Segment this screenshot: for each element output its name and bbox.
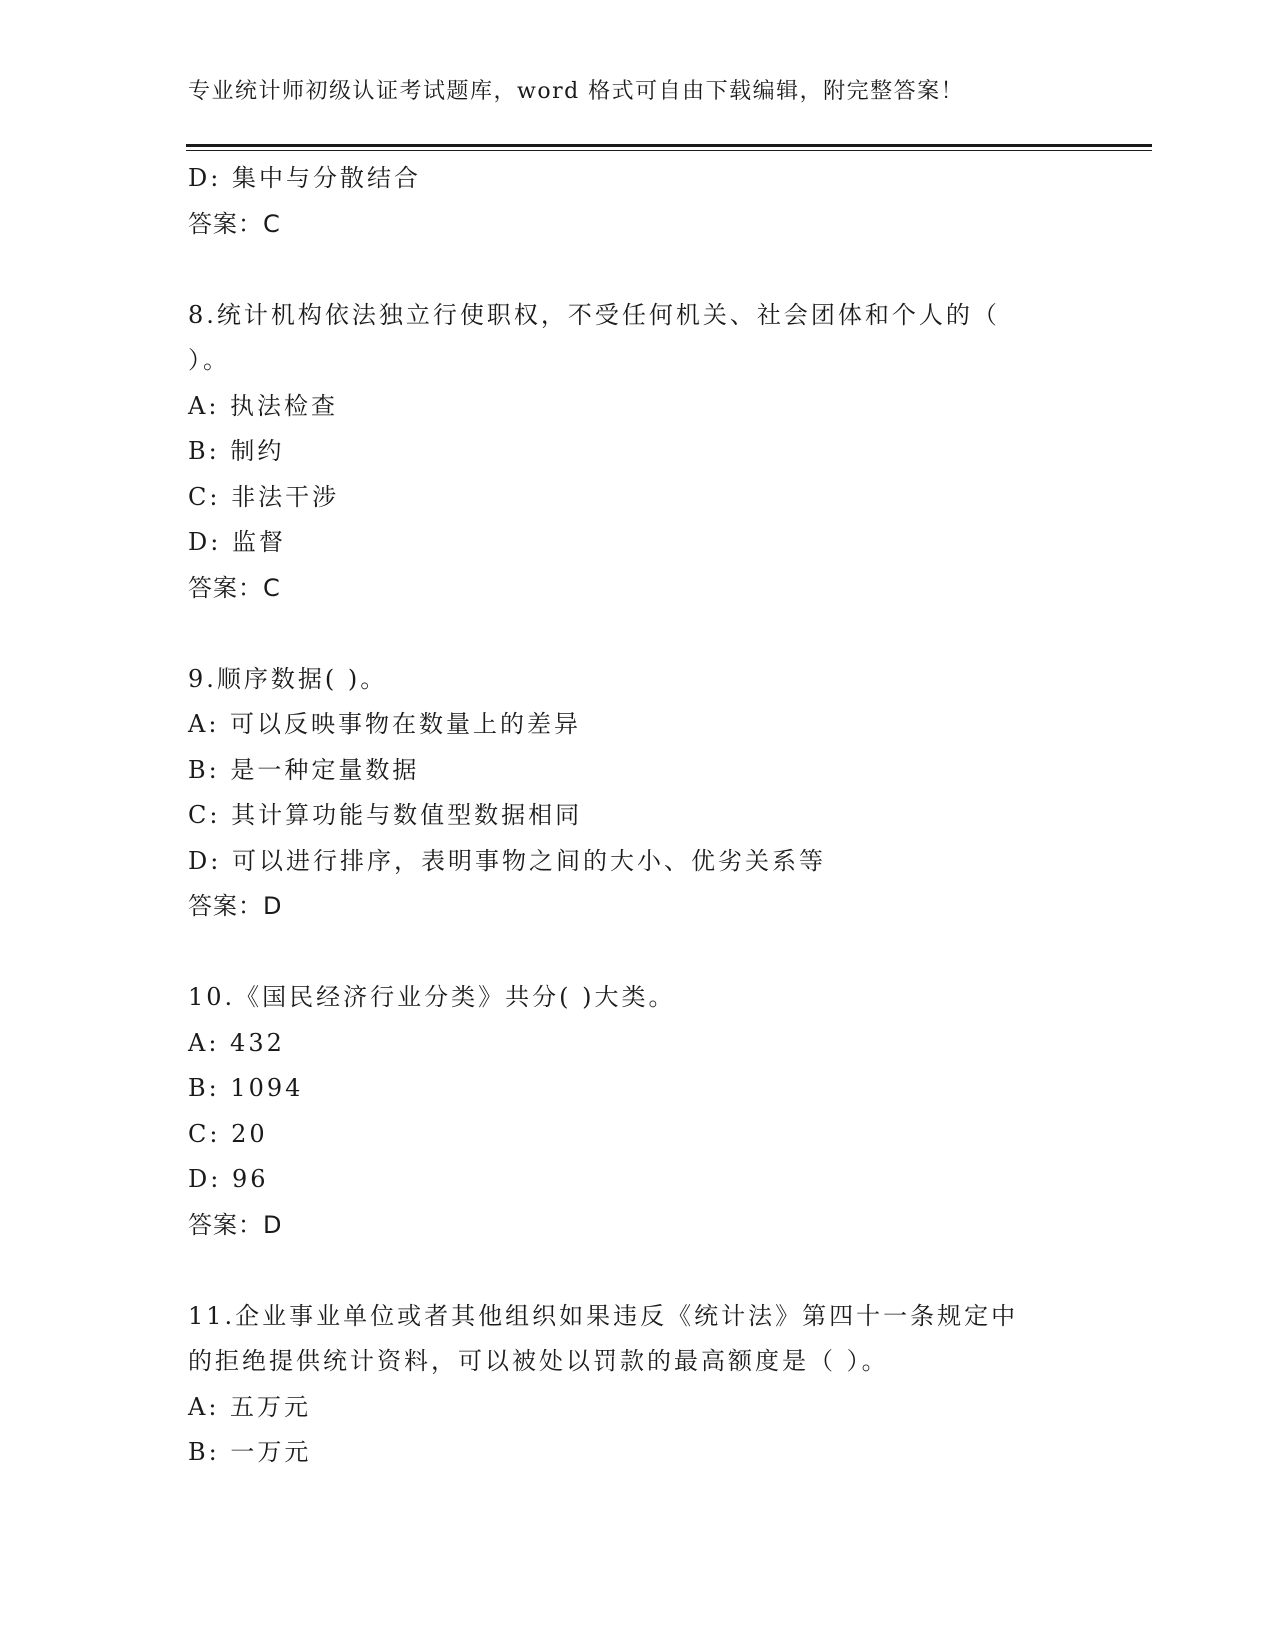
question-9 [188, 657, 1088, 930]
question-11-stem-line1: 11.企业事业单位或者其他组织如果违反《统计法》第四十一条规定中 [188, 1301, 1019, 1330]
question-9-option-a: A: 可以反映事物在数量上的差异 [188, 710, 582, 738]
header-rule-thin [186, 150, 1152, 151]
question-10-option-a: A: 432 [188, 1028, 285, 1057]
question-10-stem: 10.《国民经济行业分类》共分( )大类。 [188, 983, 676, 1011]
question-11 [188, 1294, 1088, 1476]
spacer [188, 611, 1088, 657]
question-8-option-a: A: 执法检查 [188, 391, 339, 420]
question-11-stem-line2: 的拒绝提供统计资料，可以被处以罚款的最高额度是（ ）。 [188, 1347, 889, 1375]
question-8-option-b: B: 制约 [188, 437, 285, 465]
question-11-option-b: B: 一万元 [188, 1438, 312, 1466]
question-8-stem-line2: ）。 [188, 346, 230, 374]
header-rule-thick [186, 144, 1152, 147]
prev-option-d: D: 集中与分散结合 [188, 164, 421, 192]
question-9-option-b: B: 是一种定量数据 [188, 755, 420, 784]
question-10 [188, 975, 1088, 1248]
question-9-answer: 答案：D [188, 892, 283, 920]
question-8-option-c: C: 非法干涉 [188, 482, 340, 511]
question-8 [188, 293, 1088, 612]
question-10-option-d: D: 96 [188, 1165, 269, 1193]
question-8-answer: 答案：C [188, 573, 281, 602]
question-8-option-d: D: 监督 [188, 528, 286, 556]
question-list [188, 156, 1088, 1476]
question-10-option-c: C: 20 [188, 1119, 268, 1148]
question-9-option-c: C: 其计算功能与数值型数据相同 [188, 801, 583, 829]
question-9-stem: 9.顺序数据( )。 [188, 664, 388, 693]
question-11-option-a: A: 五万元 [188, 1392, 312, 1421]
question-8-stem-line1: 8.统计机构依法独立行使职权，不受任何机关、社会团体和个人的（ [188, 300, 1000, 329]
question-9-option-d: D: 可以进行排序，表明事物之间的大小、优劣关系等 [188, 846, 826, 875]
question-10-option-b: B: 1094 [188, 1074, 304, 1102]
question-10-answer: 答案：D [188, 1210, 283, 1239]
spacer [188, 247, 1088, 293]
spacer [188, 1248, 1088, 1294]
page-header: 专业统计师初级认证考试题库，word 格式可自由下载编辑，附完整答案！ [188, 79, 965, 104]
spacer [188, 930, 1088, 976]
prev-answer: 答案：C [188, 209, 281, 238]
